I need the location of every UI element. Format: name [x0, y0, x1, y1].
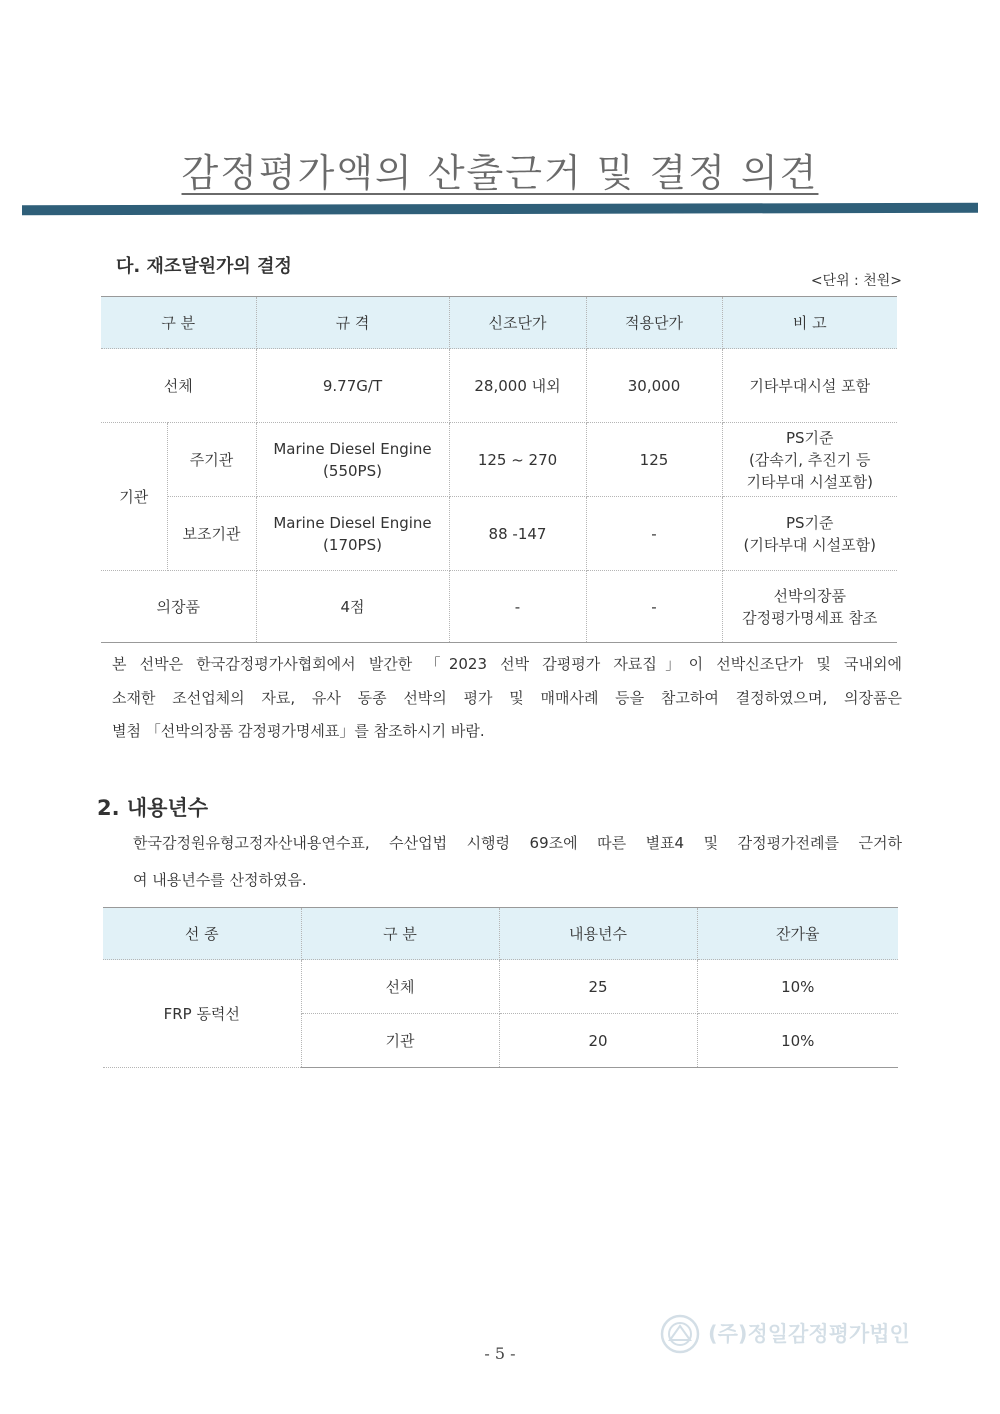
document-title: 감정평가액의 산출근거 및 결정 의견 — [181, 151, 819, 195]
table-row — [101, 349, 897, 423]
useful-life-table — [103, 907, 898, 1068]
cell-applied-price: 30,000 — [586, 349, 722, 423]
cell-spec — [256, 423, 449, 497]
cell-note: 기타부대시설 포함 — [722, 349, 897, 423]
cell-residual: 10% — [697, 960, 898, 1014]
seal-company-name: (주)정일감정평가법인 — [708, 1322, 910, 1346]
cell-applied-price: 125 — [586, 423, 722, 497]
note-line: 감정평가명세표 참조 — [742, 608, 878, 627]
cell-new-price: 28,000 내외 — [449, 349, 586, 423]
cell-years: 20 — [499, 1014, 697, 1068]
section-2-heading: 2. 내용년수 — [97, 796, 209, 820]
cell-applied-price: - — [586, 571, 722, 643]
spec-line: (170PS) — [323, 535, 382, 554]
header-useful-life: 내용년수 — [499, 908, 697, 960]
note-line: (감속기, 추진기 등 — [748, 450, 871, 469]
section-d-heading: 다. 재조달원가의 결정 — [116, 256, 292, 277]
spec-line: Marine Diesel Engine — [273, 513, 432, 532]
table-header-row — [101, 297, 897, 349]
cell-applied-price: - — [586, 497, 722, 571]
header-category: 구 분 — [101, 297, 256, 349]
table-row — [101, 497, 897, 571]
cell-category: 주기관 — [167, 423, 256, 497]
table-row — [101, 423, 897, 497]
section-2-paragraph-line: 한국감정원유형고정자산내용연수표, 수산업법 시행령 69조에 따른 별표4 및 감정평가전례를 근거하 — [133, 834, 902, 852]
unit-note: <단위 : 천원> — [810, 273, 902, 289]
header-new-price: 신조단가 — [449, 297, 586, 349]
table-row — [101, 571, 897, 643]
cell-vessel-type: FRP 동력선 — [103, 960, 301, 1068]
section-d-paragraph-line: 소재한 조선업체의 자료, 유사 동종 선박의 평가 및 매매사례 등을 참고하여 결정하였으며, 의장품은 — [112, 689, 902, 707]
cell-category: 선체 — [101, 349, 256, 423]
table-header-row — [103, 908, 898, 960]
spec-line: (550PS) — [323, 461, 382, 480]
cell-category: 의장품 — [101, 571, 256, 643]
note-line: (기타부대 시설포함) — [743, 535, 876, 554]
cell-new-price: - — [449, 571, 586, 643]
header-vessel-type: 선 종 — [103, 908, 301, 960]
title-divider-bar — [22, 203, 978, 216]
note-line: PS기준 — [785, 513, 834, 532]
cell-spec: 9.77G/T — [256, 349, 449, 423]
cell-note — [722, 423, 897, 497]
page-number: - 5 - — [484, 1344, 516, 1363]
cell-spec — [256, 497, 449, 571]
note-line: 기타부대 시설포함) — [746, 472, 874, 491]
cell-years: 25 — [499, 960, 697, 1014]
spec-line: Marine Diesel Engine — [273, 439, 432, 458]
header-note: 비 고 — [722, 297, 897, 349]
cell-new-price: 125 ~ 270 — [449, 423, 586, 497]
table-row — [103, 960, 898, 1014]
section-d-paragraph-line: 본 선박은 한국감정평가사협회에서 발간한 「2023 선박 감평평가 자료집」이 선박신조단가 및 국내외에 — [112, 655, 902, 673]
note-line: 선박의장품 — [773, 586, 846, 605]
cell-group-engine: 기관 — [101, 423, 167, 571]
cell-spec: 4점 — [256, 571, 449, 643]
cell-new-price: 88 -147 — [449, 497, 586, 571]
cell-note — [722, 497, 897, 571]
section-d-paragraph-line: 별첨 「선박의장품 감정평가명세표」를 참조하시기 바람. — [112, 722, 485, 740]
header-applied-price: 적용단가 — [586, 297, 722, 349]
note-line: PS기준 — [785, 428, 834, 447]
cell-part: 기관 — [301, 1014, 499, 1068]
cell-note — [722, 571, 897, 643]
cell-category: 보조기관 — [167, 497, 256, 571]
header-part: 구 분 — [301, 908, 499, 960]
header-residual-rate: 잔가율 — [697, 908, 898, 960]
cell-residual: 10% — [697, 1014, 898, 1068]
header-spec: 규 격 — [256, 297, 449, 349]
cell-part: 선체 — [301, 960, 499, 1014]
section-2-paragraph-line: 여 내용년수를 산정하였음. — [133, 871, 307, 889]
replacement-cost-table — [101, 296, 897, 643]
